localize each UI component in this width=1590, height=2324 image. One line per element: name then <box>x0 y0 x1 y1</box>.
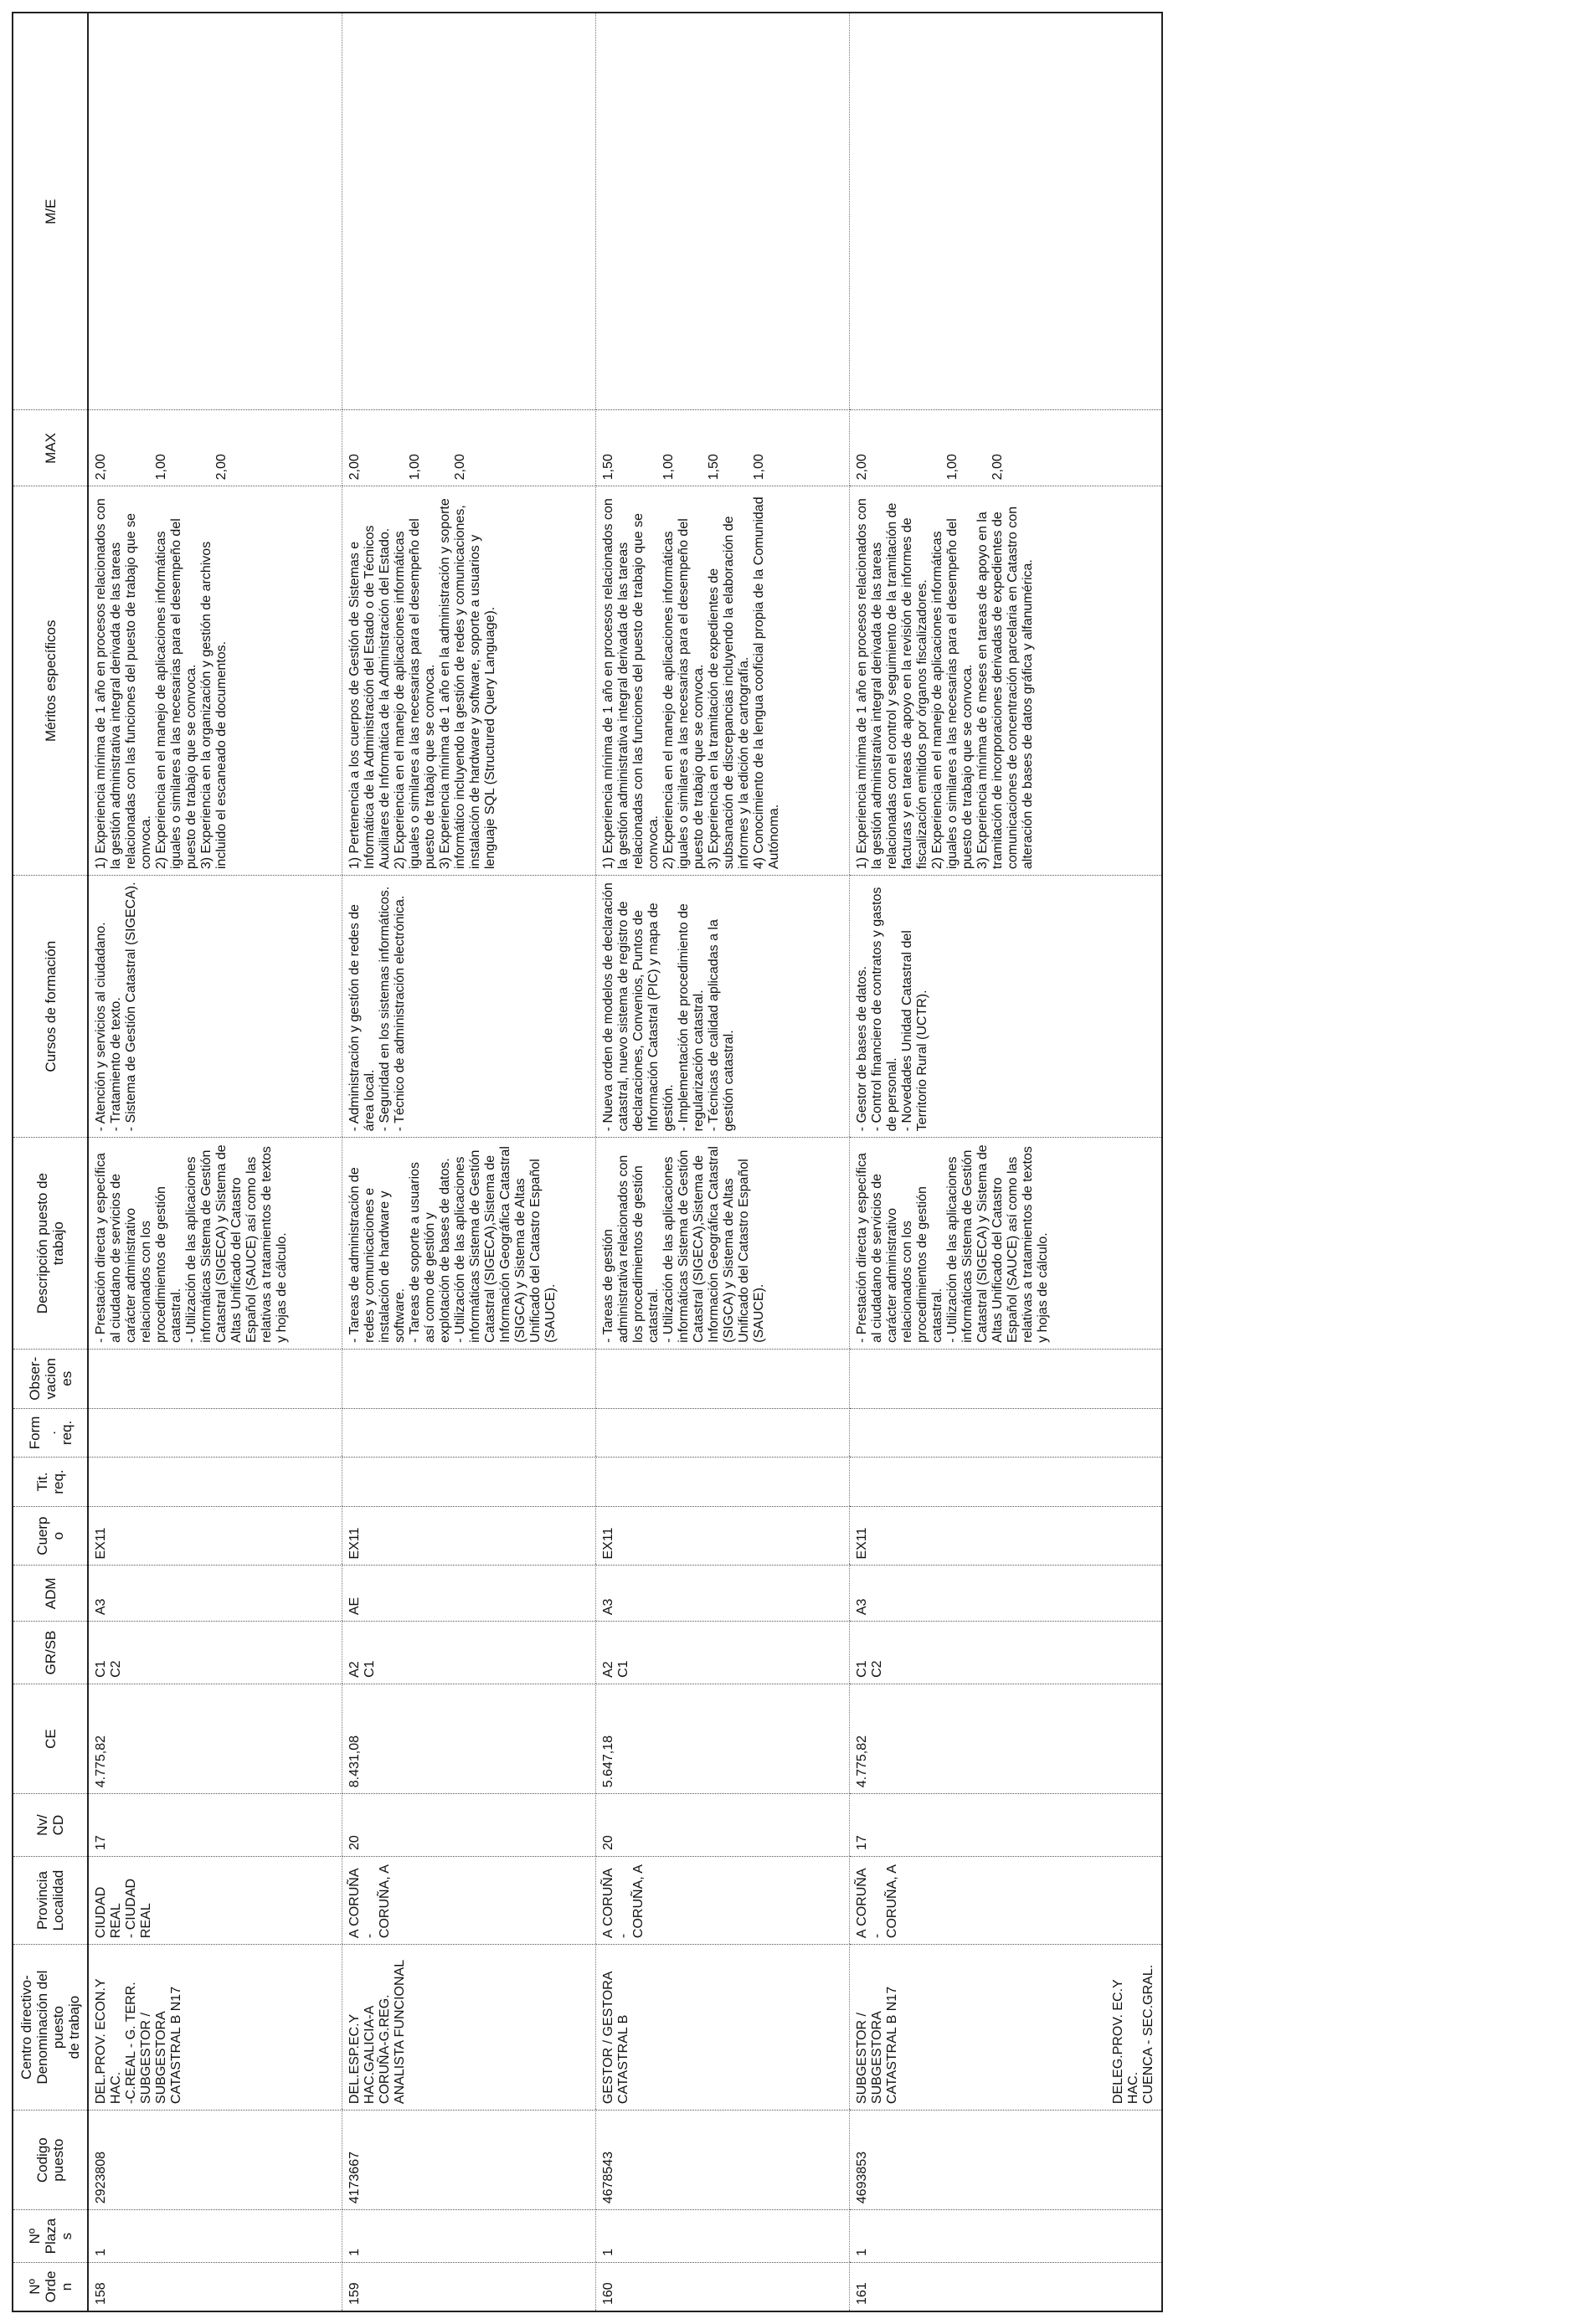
header-cuerpo: Cuerpo <box>13 1506 88 1566</box>
cell-orden: 158 <box>88 2262 342 2311</box>
cell-centro: GESTOR / GESTORA CATASTRAL B <box>596 1945 850 2111</box>
header-adm: ADM <box>13 1566 88 1622</box>
cell-plazas: 1 <box>342 2210 596 2263</box>
header-row <box>13 13 88 2311</box>
table-row <box>596 13 850 2311</box>
cell-formacion <box>596 1408 850 1458</box>
header-grupo: GR/SB <box>13 1622 88 1684</box>
cell-me <box>596 13 850 410</box>
cell-formacion <box>88 1408 342 1458</box>
cell-centro: DEL.PROV. ECON.Y HAC. -C.REAL - G. TERR. SUBGESTOR / SUBGESTORA CATASTRAL B N17 <box>88 1945 342 2111</box>
puestos-table <box>12 12 1163 2312</box>
cell-grupo: A2 C1 <box>596 1622 850 1684</box>
cell-codigo: 2923808 <box>88 2111 342 2210</box>
cell-cuerpo: EX11 <box>342 1506 596 1566</box>
cell-formacion <box>850 1408 1163 1458</box>
header-provincia: Provincia Localidad <box>13 1857 88 1945</box>
header-me: M/E <box>13 13 88 410</box>
cell-grupo: C1 C2 <box>88 1622 342 1684</box>
cell-cursos: - Nueva orden de modelos de declaración catastral, nuevo sistema de registro de declaraciones, Convenios, Puntos de Información Catastral (PIC) y mapa de gestión. - Implementación de procedimiento de regularización catastral. - Técnicas de calidad aplicadas a la gestión catastral. <box>596 876 850 1138</box>
cell-orden: 159 <box>342 2262 596 2311</box>
cell-plazas: 1 <box>88 2210 342 2263</box>
cell-cuerpo: EX11 <box>596 1506 850 1566</box>
cell-plazas: 1 <box>850 2210 1163 2263</box>
header-max: MAX <box>13 410 88 486</box>
cell-adm: AE <box>342 1566 596 1622</box>
cell-grupo: C1 C2 <box>850 1622 1163 1684</box>
cell-descripcion: - Tareas de gestión administrativa relacionados con los procedimientos de gestión catastral. - Utilización de las aplicaciones informáticas Sistema de Gestión Catastral (SIGECA),Sistema de Información Geográfica Catastral (SIGCA) y Sistema de Altas Unificado del Catastro Español (SAUCE). <box>596 1138 850 1350</box>
table-row <box>342 13 596 2311</box>
cell-observaciones <box>850 1349 1163 1408</box>
cell-titulacion <box>88 1458 342 1507</box>
cell-observaciones <box>342 1349 596 1408</box>
header-formacion: Form. req. <box>13 1408 88 1458</box>
cell-titulacion <box>850 1458 1163 1507</box>
cell-descripcion: - Prestación directa y específica al ciudadano de servicios de carácter administrativo relacionados con los procedimientos de gestión catastral. - Utilización de las aplicaciones informáticas Sistema de Gestión Catastral (SIGECA) y Sistema de Altas Unificado del Catastro Español (SAUCE) así como las relativas a tratamientos de textos y hojas de cálculo. <box>850 1138 1163 1350</box>
cell-cursos: - Gestor de bases de datos. - Control financiero de contratos y gastos de personal. - Novedades Unidad Catastral del Territorio Rural (UCTR). <box>850 876 1163 1138</box>
cell-ce: 4.775,82 <box>88 1684 342 1793</box>
cell-observaciones <box>596 1349 850 1408</box>
header-orden: Nº Orden <box>13 2262 88 2311</box>
cell-nivel: 20 <box>596 1794 850 1857</box>
table-row <box>88 13 342 2311</box>
cell-ce: 8.431,08 <box>342 1684 596 1793</box>
cell-codigo: 4678543 <box>596 2111 850 2210</box>
cell-ce: 5.647,18 <box>596 1684 850 1793</box>
cell-me <box>88 13 342 410</box>
cell-max: 2,00 1,00 2,00 <box>850 410 1163 486</box>
cell-descripcion: - Tareas de administración de redes y comunicaciones e instalación de hardware y software. - Tareas de soporte a usuarios así como de gestión y explotación de bases de datos. - Utilización de las aplicaciones informáticas Sistema de Gestión Catastral (SIGECA),Sistema de Información Geográfica Catastral (SIGCA) y Sistema de Altas Unificado del Catastro Español (SAUCE). <box>342 1138 596 1350</box>
cell-provincia: A CORUÑA - CORUÑA, A <box>850 1857 1163 1945</box>
cell-meritos: 1) Experiencia mínima de 1 año en procesos relacionados con la gestión administrativa integral derivada de las tareas relacionadas con las funciones del puesto de trabajo que se convoca. 2) Experiencia en el manejo de aplicaciones informáticas iguales o similares a las necesarias para el desempeño del puesto de trabajo que se convoca. 3) Experiencia en la tramitación de expedientes de subsanación de discrepancias incluyendo la elaboración de informes y la edición de cartografía. 4) Conocimiento de la lengua cooficial propia de la Comunidad Autónoma. <box>596 486 850 876</box>
cell-max: 1,50 1,00 1,50 1,00 <box>596 410 850 486</box>
cell-provincia: A CORUÑA - CORUÑA, A <box>596 1857 850 1945</box>
cell-titulacion <box>342 1458 596 1507</box>
cell-codigo: 4173667 <box>342 2111 596 2210</box>
cell-adm: A3 <box>88 1566 342 1622</box>
cell-ce: 4.775,82 <box>850 1684 1163 1793</box>
cell-cursos: - Administración y gestión de redes de área local. - Seguridad en los sistemas informáticos. - Técnico de administración electrónica. <box>342 876 596 1138</box>
cell-cursos: - Atención y servicios al ciudadano. - Tratamiento de texto. - Sistema de Gestión Catastral (SIGECA). <box>88 876 342 1138</box>
cell-max: 2,00 1,00 2,00 <box>88 410 342 486</box>
table-row <box>850 13 1163 2311</box>
cell-codigo: 4693853 <box>850 2111 1163 2210</box>
cell-observaciones <box>88 1349 342 1408</box>
cell-adm: A3 <box>850 1566 1163 1622</box>
cell-me <box>342 13 596 410</box>
header-codigo: Codigo puesto <box>13 2111 88 2210</box>
cell-plazas: 1 <box>596 2210 850 2263</box>
header-centro: Centro directivo- Denominación del puesto de trabajo <box>13 1945 88 2111</box>
header-meritos: Méritos específicos <box>13 486 88 876</box>
header-nivel: Nv/ CD <box>13 1794 88 1857</box>
header-observaciones: Obser- vaciones <box>13 1349 88 1408</box>
cell-orden: 161 <box>850 2262 1163 2311</box>
cell-cuerpo: EX11 <box>850 1506 1163 1566</box>
header-ce: CE <box>13 1684 88 1793</box>
cell-nivel: 17 <box>88 1794 342 1857</box>
cell-provincia: A CORUÑA - CORUÑA, A <box>342 1857 596 1945</box>
cell-nivel: 20 <box>342 1794 596 1857</box>
cell-cuerpo: EX11 <box>88 1506 342 1566</box>
header-descripcion: Descripción puesto de trabajo <box>13 1138 88 1350</box>
cell-max: 2,00 1,00 2,00 <box>342 410 596 486</box>
header-plazas: Nº Plazas <box>13 2210 88 2263</box>
cell-centro: SUBGESTOR / SUBGESTORA CATASTRAL B N17 DELEG.PROV. EC.Y HAC. CUENCA - SEC.GRAL. <box>850 1945 1163 2111</box>
cell-grupo: A2 C1 <box>342 1622 596 1684</box>
cell-formacion <box>342 1408 596 1458</box>
cell-provincia: CIUDAD REAL - CIUDAD REAL <box>88 1857 342 1945</box>
cell-descripcion: - Prestación directa y específica al ciudadano de servicios de carácter administrativo relacionados con los procedimientos de gestión catastral. - Utilización de las aplicaciones informáticas Sistema de Gestión Catastral (SIGECA) y Sistema de Altas Unificado del Catastro Español (SAUCE) así como las relativas a tratamientos de textos y hojas de cálculo. <box>88 1138 342 1350</box>
cell-adm: A3 <box>596 1566 850 1622</box>
header-titulacion: Tit. req. <box>13 1458 88 1507</box>
cell-nivel: 17 <box>850 1794 1163 1857</box>
cell-meritos: 1) Experiencia mínima de 1 año en procesos relacionados con la gestión administrativa integral derivada de las tareas relacionadas con el control y seguimiento de la tramitación de facturas y en tareas de apoyo en la revisión de informes de fiscalización emitidos por órganos fiscalizadores. 2) Experiencia en el manejo de aplicaciones informáticas iguales o similares a las necesarias para el desempeño del puesto de trabajo que se convoca. 3) Experiencia mínima de 6 meses en tareas de apoyo en la tramitación de incorporaciones derivadas de expedientes de comunicaciones de concentración parcelaria en Catastro con alteración de bases de datos gráfica y alfanumérica. <box>850 486 1163 876</box>
cell-orden: 160 <box>596 2262 850 2311</box>
header-cursos: Cursos de formación <box>13 876 88 1138</box>
cell-meritos: 1) Pertenencia a los cuerpos de Gestión de Sistemas e Informática de la Administración del Estado o de Técnicos Auxiliares de Informática de la Administración del Estado. 2) Experiencia en el manejo de aplicaciones informáticas iguales o similares a las necesarias para el desempeño del puesto de trabajo que se convoca. 3) Experiencia mínima de 1 año en la administración y soporte informático incluyendo la gestión de redes y comunicaciones, instalación de hardware y software, soporte a usuarios y lenguaje SQL (Structured Query Language). <box>342 486 596 876</box>
cell-me <box>850 13 1163 410</box>
cell-meritos: 1) Experiencia mínima de 1 año en procesos relacionados con la gestión administrativa integral derivada de las tareas relacionadas con las funciones del puesto de trabajo que se convoca. 2) Experiencia en el manejo de aplicaciones informáticas iguales o similares a las necesarias para el desempeño del puesto de trabajo que se convoca. 3) Experiencia en la organización y gestión de archivos incluido el escaneado de documentos. <box>88 486 342 876</box>
cell-titulacion <box>596 1458 850 1507</box>
cell-centro: DEL.ESP.EC.Y HAC.GALICIA-A CORUÑA-G.REG. ANALISTA FUNCIONAL <box>342 1945 596 2111</box>
